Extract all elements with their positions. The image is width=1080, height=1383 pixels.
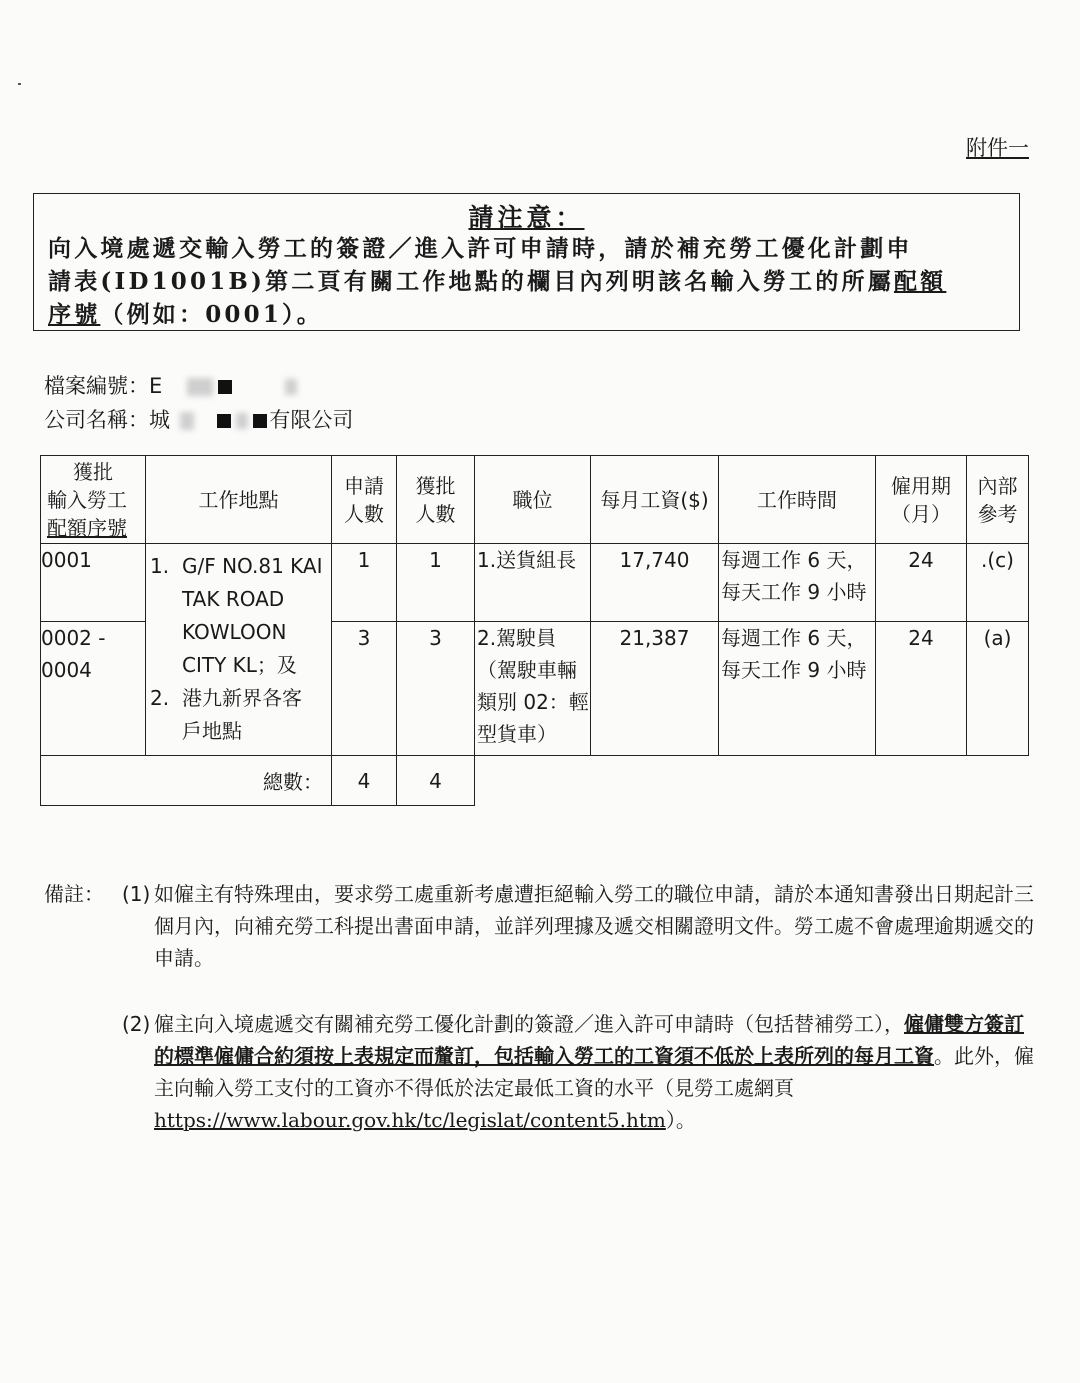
header-hours: 工作時間 (719, 456, 876, 544)
file-number (44, 370, 300, 400)
redaction-blur (180, 412, 194, 430)
header-quota: 獲批 輸入勞工 配額序號 (41, 456, 146, 544)
notice-body (48, 232, 1009, 331)
row1-hours: 每週工作 6 天， 每天工作 9 小時 (719, 544, 876, 622)
notice-title: 請注意： (468, 203, 585, 232)
quota-table (40, 455, 1029, 806)
row1-wage: 17,740 (591, 544, 719, 622)
row2-applied: 3 (332, 622, 397, 756)
remark-item-1: (1) 如僱主有特殊理由，要求勞工處重新考慮遭拒絕輸入勞工的職位申請，請於本通知書發出日期起計三個月內，向補充勞工科提出書面申請，並詳列理據及遞交相關證明文件。勞工處不會處理逾期遞交的申請。 (122, 878, 1034, 974)
remark-text-2: 僱主向入境處遞交有關補充勞工優化計劃的簽證／進入許可申請時（包括替補勞工），僱傭雙方簽訂的標準僱傭合約須按上表規定而釐訂，包括輸入勞工的工資須不低於上表所列的每月工資。此外，僱主向輸入勞工支付的工資亦不得低於法定最低工資的水平（見勞工處網頁https://www.labour.gov.hk/tc/legislat/content5.htm）。 (154, 1012, 1034, 1132)
header-location: 工作地點 (146, 456, 332, 544)
company-name-label: 公司名稱： (44, 408, 149, 432)
file-number-label: 檔案編號： (44, 374, 149, 398)
header-wage: 每月工資($) (591, 456, 719, 544)
row2-approved: 3 (397, 622, 475, 756)
total-applied: 4 (332, 756, 397, 806)
header-approved: 獲批 人數 (397, 456, 475, 544)
row2-position: 2.駕駛員 （駕駛車輛 類別 02：輕 型貨車） (475, 622, 591, 756)
company-name-suffix: 有限公司 (269, 408, 354, 432)
redaction-block (218, 380, 232, 394)
notice-line: 序號（例如：0001）。 (48, 301, 323, 328)
row2-wage: 21,387 (591, 622, 719, 756)
file-number-value: E (149, 374, 163, 398)
notice-line: 請表(ID1001B)第二頁有關工作地點的欄目內列明該名輸入勞工的所屬配額 (48, 268, 947, 295)
total-label: 總數： (41, 756, 332, 806)
redaction-block (217, 414, 231, 428)
notice-box (33, 193, 1020, 331)
row2-ref: (a) (967, 622, 1029, 756)
redaction-blur (285, 379, 297, 395)
company-name (44, 404, 353, 434)
redaction-block (253, 414, 267, 428)
row1-quota: 0001 (41, 544, 146, 622)
row1-approved: 1 (397, 544, 475, 622)
row1-period: 24 (876, 544, 967, 622)
notice-line: 向入境處遞交輸入勞工的簽證／進入許可申請時，請於補充勞工優化計劃申 (48, 235, 913, 262)
remark-item-2: (2) 僱主向入境處遞交有關補充勞工優化計劃的簽證／進入許可申請時（包括替補勞工），僱傭雙方簽訂的標準僱傭合約須按上表規定而釐訂，包括輸入勞工的工資須不低於上表所列的每月工資。此外，僱主向輸入勞工支付的工資亦不得低於法定最低工資的水平（見勞工處網頁https://www.labour.gov.hk/tc/legislat/content5.htm）。 (122, 1008, 1034, 1136)
redaction-blur (236, 413, 248, 429)
total-approved: 4 (397, 756, 475, 806)
redaction-blur (187, 378, 213, 396)
attachment-label: 附件一 (966, 136, 1029, 160)
header-applied: 申請 人數 (332, 456, 397, 544)
row2-quota: 0002 - 0004 (41, 622, 146, 756)
header-ref: 內部 參考 (967, 456, 1029, 544)
labour-dept-link[interactable]: https://www.labour.gov.hk/tc/legislat/content5.htm (154, 1108, 666, 1132)
row1-ref: .(c) (967, 544, 1029, 622)
remark-text-1: 如僱主有特殊理由，要求勞工處重新考慮遭拒絕輸入勞工的職位申請，請於本通知書發出日期起計三個月內，向補充勞工科提出書面申請，並詳列理據及遞交相關證明文件。勞工處不會處理逾期遞交的申請。 (154, 882, 1034, 970)
company-name-prefix: 城 (149, 408, 170, 432)
remarks-label: 備註： (44, 882, 104, 906)
row1-position: 1.送貨組長 (475, 544, 591, 622)
table-row (41, 544, 1029, 622)
row2-hours: 每週工作 6 天， 每天工作 9 小時 (719, 622, 876, 756)
row1-applied: 1 (332, 544, 397, 622)
row2-period: 24 (876, 622, 967, 756)
total-row (41, 756, 1029, 806)
header-period: 僱用期 （月） (876, 456, 967, 544)
table-header-row (41, 456, 1029, 544)
header-position: 職位 (475, 456, 591, 544)
work-location-cell: 1. G/F NO.81 KAI TAK ROAD KOWLOON CITY KL；及 2. 港九新界各客 戶地點 (146, 544, 332, 756)
scan-speck (18, 83, 21, 85)
